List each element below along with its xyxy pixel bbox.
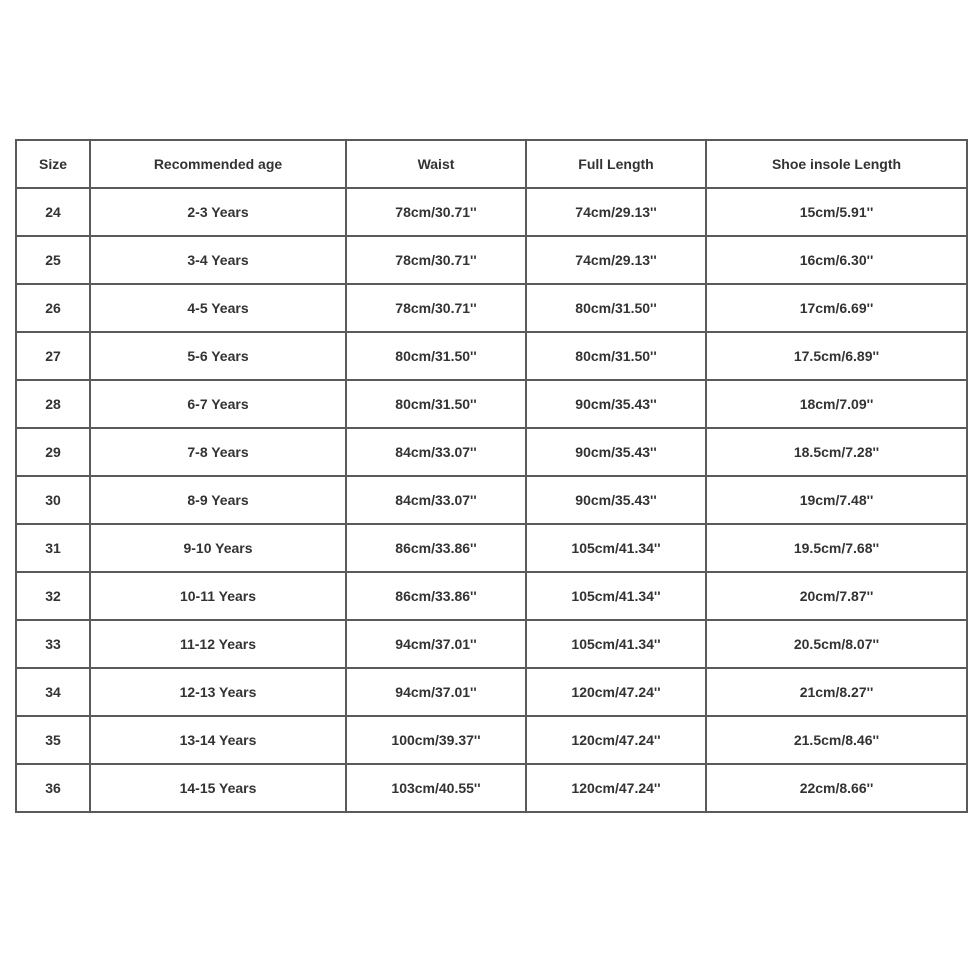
cell-shoe-insole-length: 20cm/7.87'' [706,572,967,620]
cell-recommended-age: 8-9 Years [90,476,346,524]
table-row [16,332,967,380]
table-row [16,188,967,236]
cell-shoe-insole-length: 17cm/6.69'' [706,284,967,332]
cell-recommended-age: 10-11 Years [90,572,346,620]
cell-recommended-age: 3-4 Years [90,236,346,284]
header-shoe-insole-length: Shoe insole Length [706,140,967,188]
table-row [16,284,967,332]
header-waist: Waist [346,140,526,188]
cell-shoe-insole-length: 19.5cm/7.68'' [706,524,967,572]
header-row [16,140,967,188]
cell-shoe-insole-length: 20.5cm/8.07'' [706,620,967,668]
table-row [16,668,967,716]
cell-size: 32 [16,572,90,620]
table-row [16,620,967,668]
cell-size: 28 [16,380,90,428]
cell-shoe-insole-length: 21.5cm/8.46'' [706,716,967,764]
cell-full-length: 90cm/35.43'' [526,476,706,524]
table-row [16,428,967,476]
cell-recommended-age: 11-12 Years [90,620,346,668]
cell-recommended-age: 7-8 Years [90,428,346,476]
cell-size: 30 [16,476,90,524]
cell-shoe-insole-length: 17.5cm/6.89'' [706,332,967,380]
cell-full-length: 90cm/35.43'' [526,428,706,476]
cell-full-length: 90cm/35.43'' [526,380,706,428]
cell-full-length: 80cm/31.50'' [526,332,706,380]
cell-full-length: 120cm/47.24'' [526,668,706,716]
cell-waist: 103cm/40.55'' [346,764,526,812]
cell-full-length: 74cm/29.13'' [526,236,706,284]
cell-full-length: 120cm/47.24'' [526,764,706,812]
cell-waist: 84cm/33.07'' [346,476,526,524]
cell-recommended-age: 6-7 Years [90,380,346,428]
header-full-length: Full Length [526,140,706,188]
cell-size: 29 [16,428,90,476]
cell-waist: 78cm/30.71'' [346,236,526,284]
header-recommended-age: Recommended age [90,140,346,188]
table-body [16,188,967,812]
cell-recommended-age: 9-10 Years [90,524,346,572]
cell-size: 33 [16,620,90,668]
cell-full-length: 105cm/41.34'' [526,620,706,668]
table-row [16,476,967,524]
cell-full-length: 105cm/41.34'' [526,572,706,620]
cell-waist: 80cm/31.50'' [346,380,526,428]
cell-recommended-age: 12-13 Years [90,668,346,716]
cell-size: 31 [16,524,90,572]
table-row [16,236,967,284]
cell-shoe-insole-length: 22cm/8.66'' [706,764,967,812]
cell-size: 27 [16,332,90,380]
cell-shoe-insole-length: 19cm/7.48'' [706,476,967,524]
cell-shoe-insole-length: 16cm/6.30'' [706,236,967,284]
cell-waist: 100cm/39.37'' [346,716,526,764]
table-row [16,716,967,764]
cell-size: 26 [16,284,90,332]
cell-waist: 78cm/30.71'' [346,188,526,236]
table-row [16,764,967,812]
cell-full-length: 80cm/31.50'' [526,284,706,332]
cell-waist: 86cm/33.86'' [346,572,526,620]
cell-shoe-insole-length: 21cm/8.27'' [706,668,967,716]
size-chart-table [15,139,968,813]
cell-size: 36 [16,764,90,812]
table-row [16,524,967,572]
header-size: Size [16,140,90,188]
cell-waist: 94cm/37.01'' [346,620,526,668]
cell-recommended-age: 14-15 Years [90,764,346,812]
cell-waist: 84cm/33.07'' [346,428,526,476]
cell-waist: 94cm/37.01'' [346,668,526,716]
cell-recommended-age: 2-3 Years [90,188,346,236]
cell-size: 34 [16,668,90,716]
table-row [16,380,967,428]
cell-size: 25 [16,236,90,284]
cell-full-length: 74cm/29.13'' [526,188,706,236]
table-header [16,140,967,188]
cell-full-length: 105cm/41.34'' [526,524,706,572]
cell-recommended-age: 4-5 Years [90,284,346,332]
cell-size: 24 [16,188,90,236]
cell-shoe-insole-length: 18.5cm/7.28'' [706,428,967,476]
cell-waist: 86cm/33.86'' [346,524,526,572]
cell-shoe-insole-length: 15cm/5.91'' [706,188,967,236]
cell-full-length: 120cm/47.24'' [526,716,706,764]
cell-shoe-insole-length: 18cm/7.09'' [706,380,967,428]
cell-waist: 78cm/30.71'' [346,284,526,332]
cell-size: 35 [16,716,90,764]
cell-waist: 80cm/31.50'' [346,332,526,380]
cell-recommended-age: 5-6 Years [90,332,346,380]
cell-recommended-age: 13-14 Years [90,716,346,764]
table-row [16,572,967,620]
